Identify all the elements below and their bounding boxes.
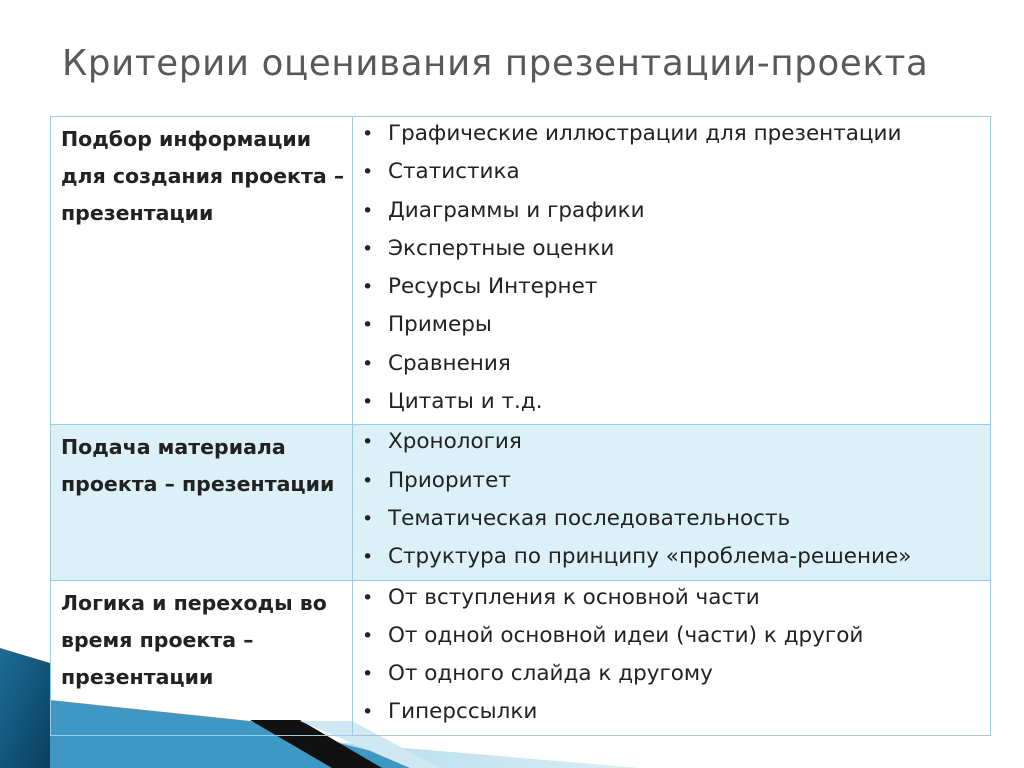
items-cell bbox=[353, 580, 991, 735]
list-item-text: Примеры bbox=[388, 312, 492, 338]
criterion-label: Логика и переходы во время проекта – презентации bbox=[61, 590, 327, 689]
bullet-icon: • bbox=[362, 161, 374, 184]
list-item bbox=[353, 581, 990, 619]
list-item bbox=[353, 619, 990, 657]
bullet-icon: • bbox=[362, 586, 374, 609]
list-item bbox=[353, 425, 990, 463]
bullet-icon: • bbox=[362, 663, 374, 686]
list-item bbox=[353, 385, 990, 423]
list-item-text: Приоритет bbox=[388, 467, 511, 493]
list-item bbox=[353, 464, 990, 502]
list-item bbox=[353, 117, 990, 155]
list-item-text: От одной основной идеи (части) к другой bbox=[388, 622, 864, 648]
list-item-text: Цитаты и т.д. bbox=[388, 389, 543, 415]
criteria-table bbox=[50, 116, 991, 736]
items-list bbox=[353, 581, 990, 735]
bullet-icon: • bbox=[362, 391, 374, 414]
bullet-icon: • bbox=[362, 314, 374, 337]
list-item-text: Статистика bbox=[388, 159, 520, 185]
items-list bbox=[353, 425, 990, 579]
criterion-label: Подача материала проекта – презентации bbox=[61, 435, 335, 497]
list-item bbox=[353, 232, 990, 270]
list-item bbox=[353, 270, 990, 308]
table-row bbox=[51, 117, 991, 425]
criterion-cell bbox=[51, 425, 353, 580]
bullet-icon: • bbox=[362, 276, 374, 299]
list-item-text: От одного слайда к другому bbox=[388, 661, 713, 687]
list-item bbox=[353, 194, 990, 232]
list-item-text: Структура по принципу «проблема-решение» bbox=[388, 544, 912, 570]
items-cell bbox=[353, 425, 991, 580]
list-item bbox=[353, 695, 990, 733]
items-cell bbox=[353, 117, 991, 425]
bullet-icon: • bbox=[362, 469, 374, 492]
bullet-icon: • bbox=[362, 237, 374, 260]
list-item-text: Диаграммы и графики bbox=[388, 197, 645, 223]
bullet-icon: • bbox=[362, 199, 374, 222]
criterion-cell bbox=[51, 580, 353, 735]
list-item-text: Ресурсы Интернет bbox=[388, 274, 598, 300]
table-row bbox=[51, 425, 991, 580]
decor-dark-swoosh bbox=[0, 648, 50, 768]
list-item bbox=[353, 657, 990, 695]
list-item-text: Сравнения bbox=[388, 350, 511, 376]
criterion-label: Подбор информации для создания проекта – презентации bbox=[61, 127, 345, 225]
list-item bbox=[353, 347, 990, 385]
list-item-text: Экспертные оценки bbox=[388, 235, 615, 261]
list-item bbox=[353, 540, 990, 578]
bullet-icon: • bbox=[362, 701, 374, 724]
bullet-icon: • bbox=[362, 624, 374, 647]
table-row bbox=[51, 580, 991, 735]
list-item bbox=[353, 502, 990, 540]
bullet-icon: • bbox=[362, 431, 374, 454]
bullet-icon: • bbox=[362, 546, 374, 569]
list-item-text: От вступления к основной части bbox=[388, 584, 760, 610]
bullet-icon: • bbox=[362, 123, 374, 145]
list-item-text: Графические иллюстрации для презентации bbox=[388, 121, 902, 146]
list-item-text: Тематическая последовательность bbox=[388, 505, 791, 531]
list-item bbox=[353, 308, 990, 346]
criterion-cell bbox=[51, 117, 353, 425]
list-item-text: Гиперссылки bbox=[388, 699, 538, 725]
bullet-icon: • bbox=[362, 352, 374, 375]
bullet-icon: • bbox=[362, 507, 374, 530]
list-item bbox=[353, 155, 990, 193]
list-item-text: Хронология bbox=[388, 429, 522, 455]
slide-title: Критерии оценивания презентации-проекта bbox=[62, 43, 929, 84]
items-list bbox=[353, 117, 990, 424]
